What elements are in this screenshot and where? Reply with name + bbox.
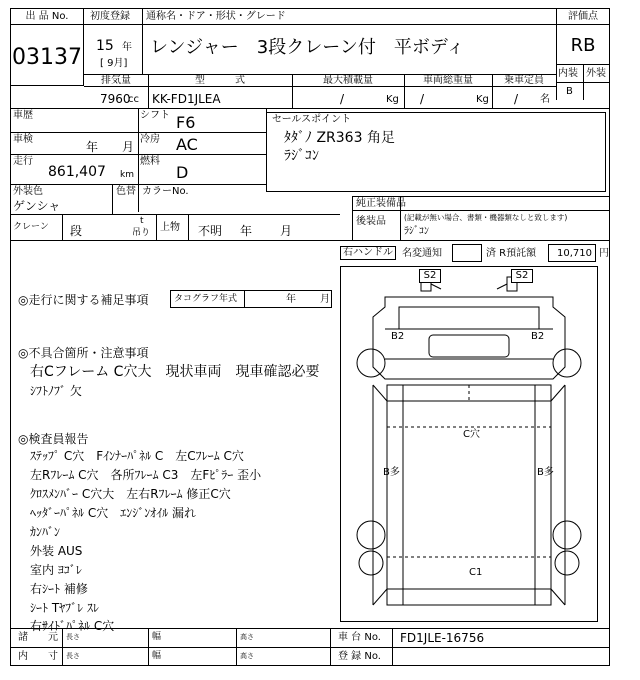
genuine-equipment-label: 純正装備品 — [356, 198, 406, 209]
crane-t: t — [140, 216, 144, 226]
mileage-value: 861,407 — [48, 164, 106, 180]
yen: 円 — [599, 248, 609, 259]
inspection-label: 車検 — [13, 134, 33, 145]
sales-point-line: ﾀﾀﾞﾉ ZR363 角足 — [284, 130, 395, 146]
inner-dimensions-label: 内 寸 — [18, 651, 58, 662]
history-label: 車歴 — [13, 110, 33, 121]
max-load-unit: Kg — [386, 94, 399, 105]
displacement-label: 排気量 — [101, 75, 131, 86]
sales-point-line: ﾗｼﾞｺﾝ — [284, 148, 319, 164]
length-label: 長さ — [66, 652, 80, 660]
handle-value: 右ハンドル — [343, 247, 393, 258]
fuel-value: D — [176, 163, 189, 182]
mileage-label: 走行 — [13, 156, 33, 167]
ac-value: AC — [176, 135, 198, 154]
inspector-line: ﾍｯﾀﾞｰﾊﾟﾈﾙ C穴 ｴﾝｼﾞﾝｵｲﾙ 漏れ — [30, 506, 197, 520]
aftermarket-note: (記載が無い場合、書類・機器類なしと致します) — [404, 213, 568, 222]
damage-mark-c-hole: C穴 — [463, 429, 480, 440]
inspector-line: 室内 ﾖｺﾞﾚ — [30, 563, 82, 577]
max-load: / — [340, 92, 345, 106]
year-unit: 年 — [122, 42, 132, 53]
spec-dimensions-label: 諸 元 — [18, 632, 58, 643]
vehicle-name: レンジャー 3段クレーン付 平ボディ — [150, 37, 465, 58]
crane-lift: 吊り — [132, 228, 151, 238]
vehicle-diagram — [340, 266, 598, 622]
driving-notes-label: ◎走行に関する補足事項 — [18, 293, 149, 307]
up-label: 上物 — [160, 222, 180, 233]
inspector-line: 右ｼｰﾄ 補修 — [30, 582, 88, 596]
name-change-label: 名変通知 — [402, 248, 442, 259]
aftermarket-label: 後装品 — [356, 216, 386, 227]
lot-label: 出 品 No. — [25, 11, 69, 22]
ac-label: 冷房 — [140, 134, 160, 145]
damage-mark-b2-left: B2 — [391, 331, 405, 342]
inspector-line: 右ｻｲﾄﾞﾊﾟﾈﾙ C穴 — [30, 619, 115, 633]
height-label: 高さ — [240, 633, 254, 641]
color-no-label: カラーNo. — [142, 186, 189, 197]
inspector-line: ｼｰﾄ Tﾔﾌﾞﾚ ｽﾚ — [30, 601, 99, 615]
deposit-value: 10,710 — [557, 248, 592, 259]
defect-label: ◎不具合箇所・注意事項 — [18, 346, 149, 360]
sales-point-label: セールスポイント — [272, 114, 352, 125]
crane-stage: 段 — [70, 224, 83, 238]
shift-value: F6 — [176, 113, 196, 132]
name-change-box — [452, 244, 482, 262]
damage-mark-b2-right: B2 — [531, 331, 545, 342]
capacity-unit: 名 — [540, 94, 550, 105]
model-label: 型 式 — [195, 75, 245, 86]
damage-mark-b-many-left: B多 — [383, 467, 400, 478]
max-load-label: 最大積載量 — [323, 75, 373, 86]
tachograph-month: 月 — [320, 294, 330, 305]
year: 15 — [96, 38, 114, 54]
aftermarket-value: ﾗｼﾞｺﾝ — [404, 226, 429, 237]
height-label: 高さ — [240, 652, 254, 660]
displacement-unit: cc — [128, 94, 139, 105]
tachograph-label: タコグラフ年式 — [174, 294, 238, 304]
inspector-line: ｸﾛｽﾒﾝﾊﾞｰ C穴大 左右Rﾌﾚｰﾑ 修正C穴 — [30, 487, 231, 501]
inspection-month: 月 — [122, 140, 135, 154]
color-value: ゲンシャ — [13, 199, 61, 213]
width-label: 幅 — [152, 651, 162, 661]
registration-no-label: 登 録 No. — [338, 651, 381, 662]
up-year: 年 — [240, 224, 253, 238]
width-label: 幅 — [152, 632, 162, 642]
gross-weight: / — [420, 92, 425, 106]
damage-mark-c1: C1 — [469, 567, 483, 578]
inspector-line: ｽﾃｯﾌﾟ C穴 Fｲﾝﾅｰﾊﾟﾈﾙ C 左Cﾌﾚｰﾑ C穴 — [30, 449, 244, 463]
capacity-label: 乗車定員 — [504, 75, 544, 86]
capacity: / — [514, 92, 519, 106]
up-value: 不明 — [198, 224, 223, 238]
grade-value: RB — [570, 35, 596, 56]
up-month: 月 — [280, 224, 293, 238]
defect-line: 右Cフレーム C穴大 現状車両 現車確認必要 — [30, 364, 320, 380]
crane-label: クレーン — [13, 222, 49, 232]
month: [ 9月] — [100, 58, 128, 69]
mileage-unit: km — [120, 170, 134, 180]
inspector-line: 外装 AUS — [30, 544, 83, 558]
chassis-no: FD1JLE-16756 — [400, 631, 485, 645]
displacement: 7960 — [100, 92, 131, 106]
damage-mark-s2-left: S2 — [419, 269, 441, 283]
fuel-label: 燃料 — [140, 156, 160, 167]
name-label: 通称名・ドア・形状・グレード — [146, 11, 286, 22]
inspection-year: 年 — [86, 140, 99, 154]
damage-mark-s2-right: S2 — [511, 269, 533, 283]
shift-label: シフト — [140, 110, 170, 121]
recycle-label: 済 R預託額 — [486, 248, 537, 259]
inspector-line: ｶﾝﾊﾞﾝ — [30, 525, 61, 539]
first-reg-label: 初度登録 — [90, 11, 130, 22]
length-label: 長さ — [66, 633, 80, 641]
gross-weight-label: 車両総重量 — [423, 75, 473, 86]
color-label: 外装色 — [13, 186, 43, 197]
interior-label: 内装 — [558, 68, 578, 79]
tachograph-year: 年 — [286, 294, 296, 305]
damage-mark-b-many-right: B多 — [537, 467, 554, 478]
inspector-line: 左Rﾌﾚｰﾑ C穴 各所ﾌﾚｰﾑ C3 左Fﾋﾟﾗｰ 歪小 — [30, 468, 262, 482]
interior-grade: B — [566, 86, 573, 97]
lot-number: 03137 — [12, 45, 82, 70]
grade-label: 評価点 — [568, 11, 598, 22]
defect-line: ｼﾌﾄﾉﾌﾞ 欠 — [30, 384, 82, 398]
gross-weight-unit: Kg — [476, 94, 489, 105]
inspector-label: ◎検査員報告 — [18, 432, 89, 446]
exterior-label: 外装 — [586, 68, 606, 79]
chassis-no-label: 車 台 No. — [338, 632, 381, 643]
color-change-label: 色替 — [116, 186, 136, 197]
model: KK-FD1JLEA — [152, 92, 221, 106]
